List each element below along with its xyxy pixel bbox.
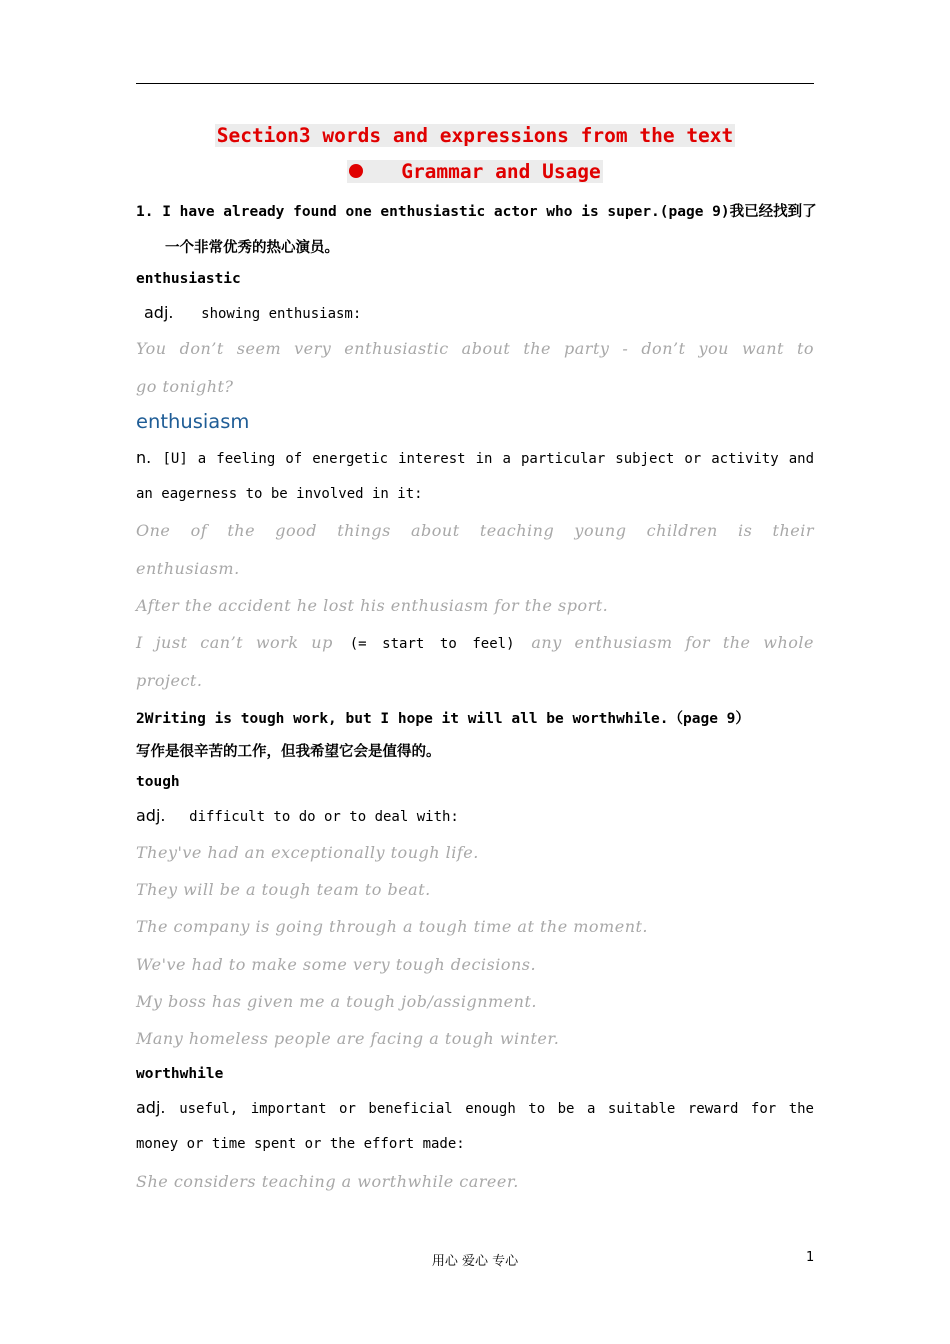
header-rule xyxy=(136,83,814,84)
definition-text: money or time spent or the effort made: xyxy=(136,1136,465,1152)
part-of-speech: adj. xyxy=(136,806,166,825)
example-sentence: The company is going through a tough time at the moment. xyxy=(136,917,649,936)
example-sentence: Many homeless people are facing a tough winter. xyxy=(136,1029,560,1048)
example-text: I just can’t work up xyxy=(136,633,333,652)
example-sentence: My boss has given me a tough job/assignment. xyxy=(136,992,537,1011)
definition-worthwhile xyxy=(136,1098,814,1117)
headword-tough: tough xyxy=(136,774,180,790)
example-sentence: After the accident he lost his enthusiasm for the sport. xyxy=(136,596,609,615)
example-sentence: project. xyxy=(136,671,203,690)
definition-text: showing enthusiasm: xyxy=(201,306,362,322)
part-of-speech: adj. xyxy=(144,303,174,322)
example-text: any enthusiasm for the whole xyxy=(531,633,815,652)
question-2-line-1: 2Writing is tough work, but I hope it will all be worthwhile.（page 9） xyxy=(136,711,750,727)
part-of-speech: adj. xyxy=(136,1098,166,1117)
definition-text: [U] a feeling of energetic interest in a particular subject or activity and xyxy=(162,451,814,467)
example-sentence: enthusiasm. xyxy=(136,559,240,578)
definition-enthusiastic xyxy=(144,303,822,322)
example-gloss: (= start to feel) xyxy=(349,636,515,652)
part-of-speech: n. xyxy=(136,448,152,467)
definition-text: an eagerness to be involved in it: xyxy=(136,486,423,502)
question-1-line-1: 1. I have already found one enthusiastic actor who is super.(page 9)我已经找到了 xyxy=(136,204,817,220)
definition-enthusiasm xyxy=(136,448,814,467)
section-subtitle: Grammar and Usage xyxy=(136,160,814,183)
question-1-line-2: 一个非常优秀的热心演员。 xyxy=(165,240,339,256)
example-sentence: They've had an exceptionally tough life. xyxy=(136,843,479,862)
definition-text: difficult to do or to deal with: xyxy=(189,809,459,825)
example-sentence: They will be a tough team to beat. xyxy=(136,880,431,899)
page-number: 1 xyxy=(806,1250,815,1265)
example-sentence: She considers teaching a worthwhile career. xyxy=(136,1172,519,1191)
example-sentence: We've had to make some very tough decisions. xyxy=(136,955,537,974)
definition-text: useful, important or beneficial enough to be a suitable reward for the xyxy=(179,1101,814,1117)
bullet-icon xyxy=(349,164,363,178)
headword-enthusiasm: enthusiasm xyxy=(136,410,250,433)
example-sentence: You don’t seem very enthusiastic about the party - don’t you want to xyxy=(136,339,814,358)
page-footer: 用心 爱心 专心 xyxy=(431,1254,519,1269)
headword-enthusiastic: enthusiastic xyxy=(136,271,241,287)
example-sentence: One of the good things about teaching young children is their xyxy=(136,521,814,540)
question-2-line-2: 写作是很辛苦的工作，但我希望它会是值得的。 xyxy=(136,744,441,760)
definition-tough xyxy=(136,806,814,825)
example-sentence xyxy=(136,633,814,652)
section-title: Section3 words and expressions from the text xyxy=(216,124,734,147)
headword-worthwhile: worthwhile xyxy=(136,1066,224,1082)
example-sentence: go tonight? xyxy=(136,377,234,396)
